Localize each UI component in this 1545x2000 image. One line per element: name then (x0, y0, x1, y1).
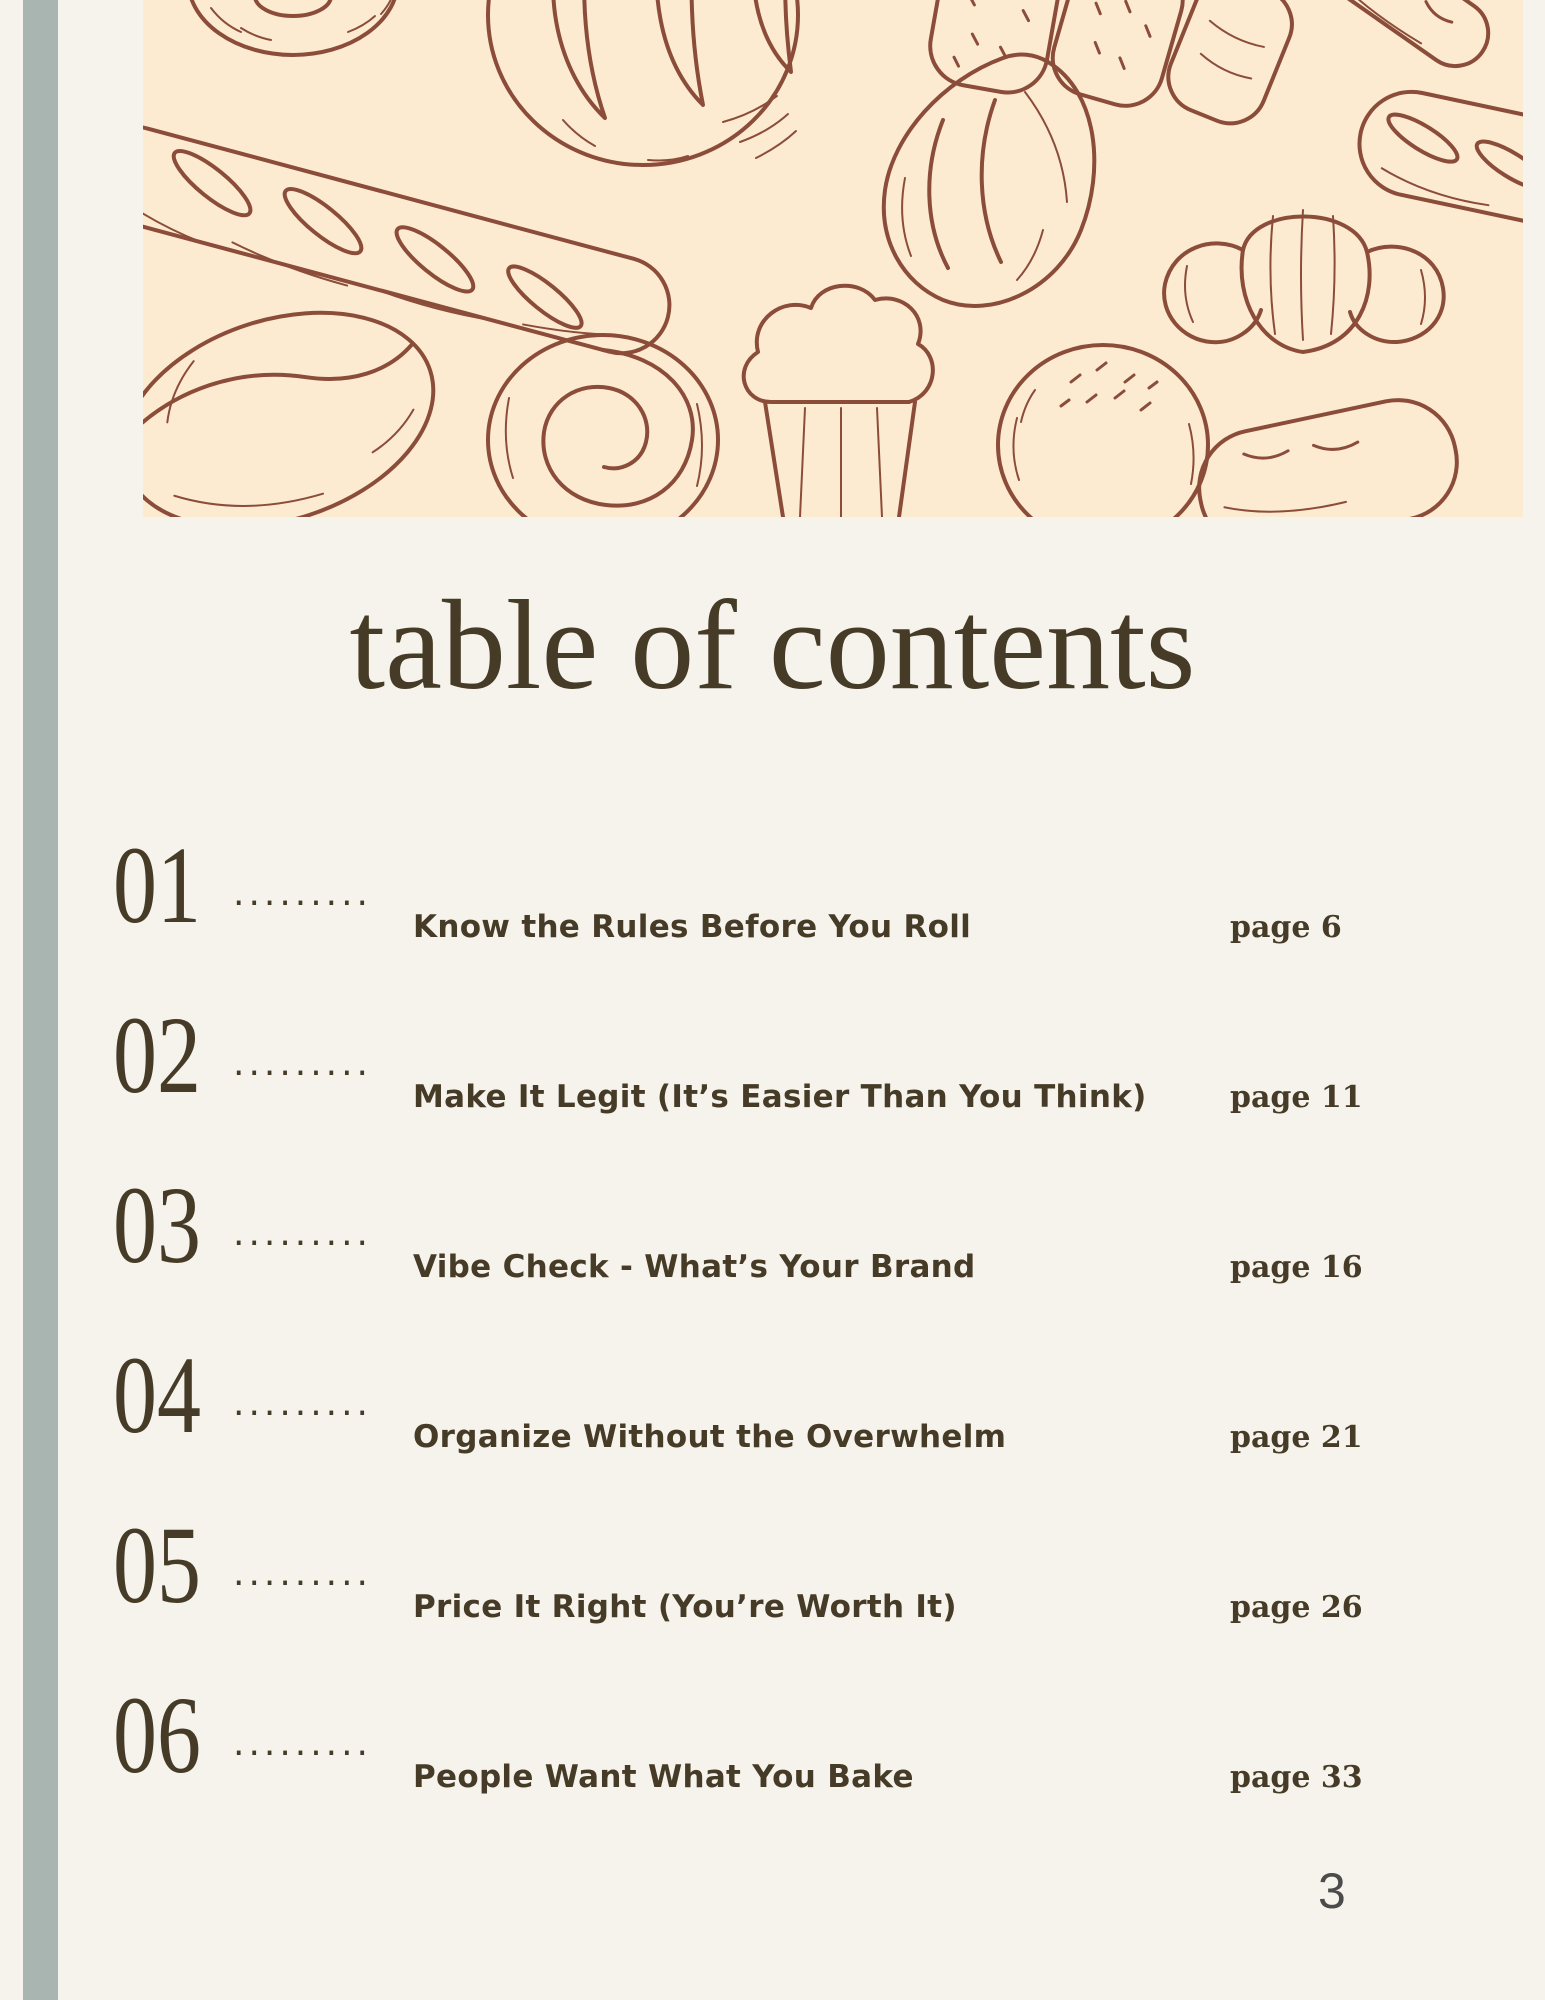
chapter-page-label: page 26 (1230, 1590, 1363, 1625)
toc-entry[interactable] (113, 1164, 1493, 1340)
chapter-title: Vibe Check - What’s Your Brand (413, 1249, 976, 1285)
chapter-title: Organize Without the Overwhelm (413, 1419, 1007, 1455)
dot-leader-icon: ········· (233, 1223, 372, 1264)
bakery-banner (143, 0, 1523, 517)
baguette-icon (143, 116, 680, 368)
cinnamon-roll-icon (488, 335, 718, 517)
seeded-bun-icon (998, 345, 1208, 517)
chapter-page-label: page 21 (1230, 1420, 1363, 1455)
dot-leader-icon: ········· (233, 1563, 372, 1604)
chapter-number: 05 (113, 1504, 201, 1626)
chapter-title: Price It Right (You’re Worth It) (413, 1589, 957, 1625)
chapter-page-label: page 11 (1230, 1080, 1363, 1115)
bottom-loaf-icon (1188, 389, 1467, 517)
chapter-number: 06 (113, 1674, 201, 1796)
croissant-icon (1164, 210, 1444, 352)
toc-list (113, 824, 1493, 1850)
toc-entry[interactable] (113, 824, 1493, 1000)
page-title: table of contents (349, 574, 1196, 716)
chapter-page-label: page 16 (1230, 1250, 1363, 1285)
batard-loaf-icon (143, 275, 461, 517)
side-loaf-icon (1350, 82, 1523, 248)
dot-leader-icon: ········· (233, 1393, 372, 1434)
bread-wedge-icon (884, 55, 1094, 306)
mini-baguette-icon (1275, 0, 1501, 79)
side-stripe (23, 0, 58, 2000)
toc-entry[interactable] (113, 1674, 1493, 1850)
toc-entry[interactable] (113, 994, 1493, 1170)
chapter-page-label: page 33 (1230, 1760, 1363, 1795)
toc-entry[interactable] (113, 1334, 1493, 1510)
chapter-page-label: page 6 (1230, 910, 1342, 945)
chapter-title: Know the Rules Before You Roll (413, 909, 972, 945)
chapter-title: Make It Legit (It’s Easier Than You Think) (413, 1079, 1147, 1115)
chapter-number: 02 (113, 994, 201, 1116)
bakery-illustration (143, 0, 1523, 517)
boule-loaf-icon (488, 0, 798, 165)
toc-entry[interactable] (113, 1504, 1493, 1680)
page-number: 3 (1318, 1863, 1346, 1919)
muffin-icon (744, 286, 933, 517)
chapter-number: 01 (113, 824, 201, 946)
bagel-icon (188, 0, 398, 55)
dot-leader-icon: ········· (233, 1053, 372, 1094)
chapter-number: 04 (113, 1334, 201, 1456)
dot-leader-icon: ········· (233, 883, 372, 924)
dot-leader-icon: ········· (233, 1733, 372, 1774)
chapter-number: 03 (113, 1164, 201, 1286)
chapter-title: People Want What You Bake (413, 1759, 914, 1795)
